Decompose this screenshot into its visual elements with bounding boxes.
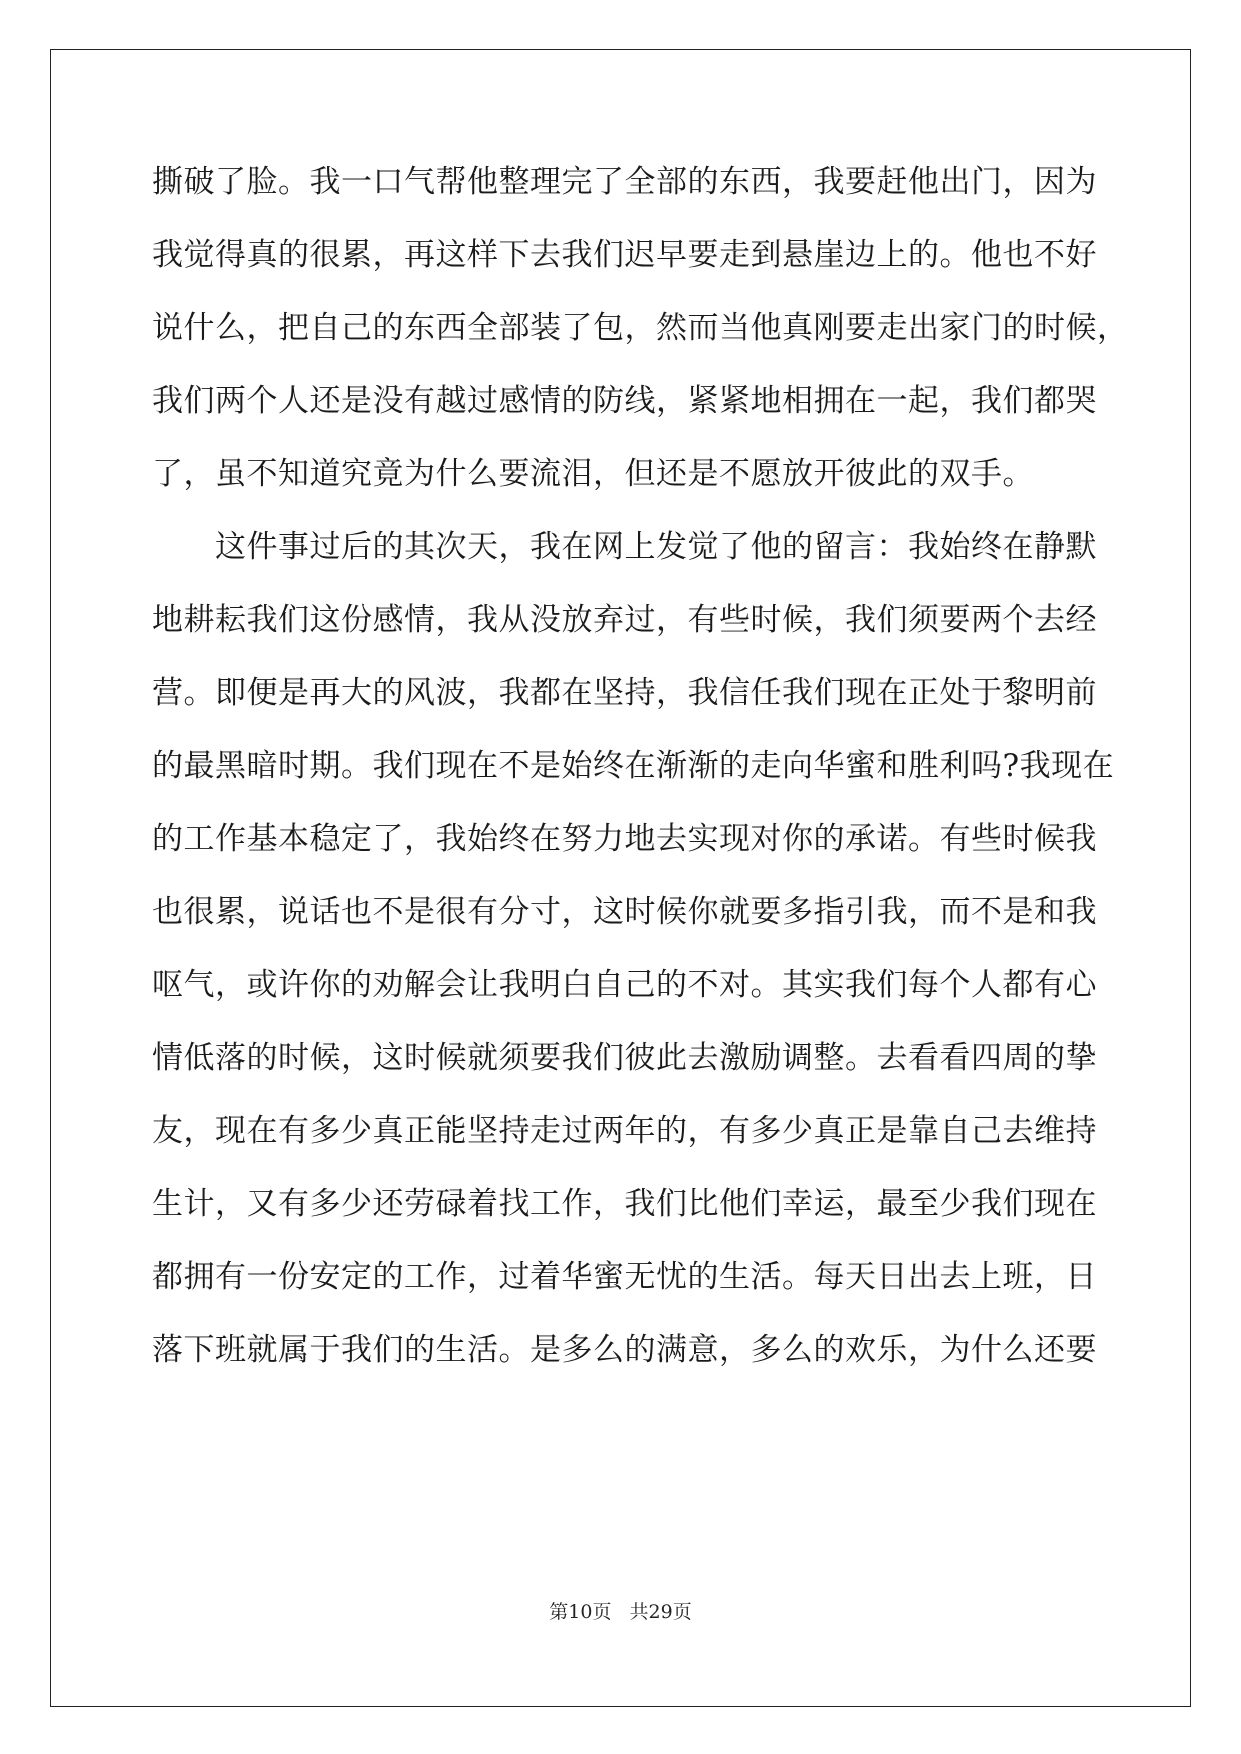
text-line: 了，虽不知道究竟为什么要流泪，但还是不愿放开彼此的双手。 [152, 456, 1034, 492]
text-line: 也很累，说话也不是很有分寸，这时候你就要多指引我，而不是和我 [152, 894, 1097, 930]
text-line: 我觉得真的很累，再这样下去我们迟早要走到悬崖边上的。他也不好 [152, 237, 1097, 273]
text-line: 情低落的时候，这时候就须要我们彼此去激励调整。去看看四周的挚 [152, 1040, 1097, 1076]
page-total: 共29页 [629, 1601, 692, 1623]
text-line: 落下班就属于我们的生活。是多么的满意，多么的欢乐，为什么还要 [152, 1332, 1097, 1368]
text-line: 这件事过后的其次天，我在网上发觉了他的留言：我始终在静默 [152, 529, 1097, 565]
page-number: 第10页 [549, 1601, 612, 1623]
text-line: 都拥有一份安定的工作，过着华蜜无忧的生活。每天日出去上班，日 [152, 1259, 1097, 1295]
text-line: 营。即便是再大的风波，我都在坚持，我信任我们现在正处于黎明前 [152, 675, 1097, 711]
page-border [50, 49, 1191, 1707]
text-line: 我们两个人还是没有越过感情的防线，紧紧地相拥在一起，我们都哭 [152, 383, 1097, 419]
text-line: 说什么，把自己的东西全部装了包，然而当他真刚要走出家门的时候， [152, 310, 1129, 346]
text-line: 的最黑暗时期。我们现在不是始终在渐渐的走向华蜜和胜利吗?我现在 [152, 748, 1115, 784]
text-line: 呕气，或许你的劝解会让我明白自己的不对。其实我们每个人都有心 [152, 967, 1097, 1003]
text-line: 友，现在有多少真正能坚持走过两年的，有多少真正是靠自己去维持 [152, 1113, 1097, 1149]
text-line: 生计，又有多少还劳碌着找工作，我们比他们幸运，最至少我们现在 [152, 1186, 1097, 1222]
text-line: 地耕耘我们这份感情，我从没放弃过，有些时候，我们须要两个去经 [152, 602, 1097, 638]
text-line: 撕破了脸。我一口气帮他整理完了全部的东西，我要赶他出门，因为 [152, 164, 1097, 200]
page-footer [0, 1600, 1241, 1624]
text-line: 的工作基本稳定了，我始终在努力地去实现对你的承诺。有些时候我 [152, 821, 1097, 857]
